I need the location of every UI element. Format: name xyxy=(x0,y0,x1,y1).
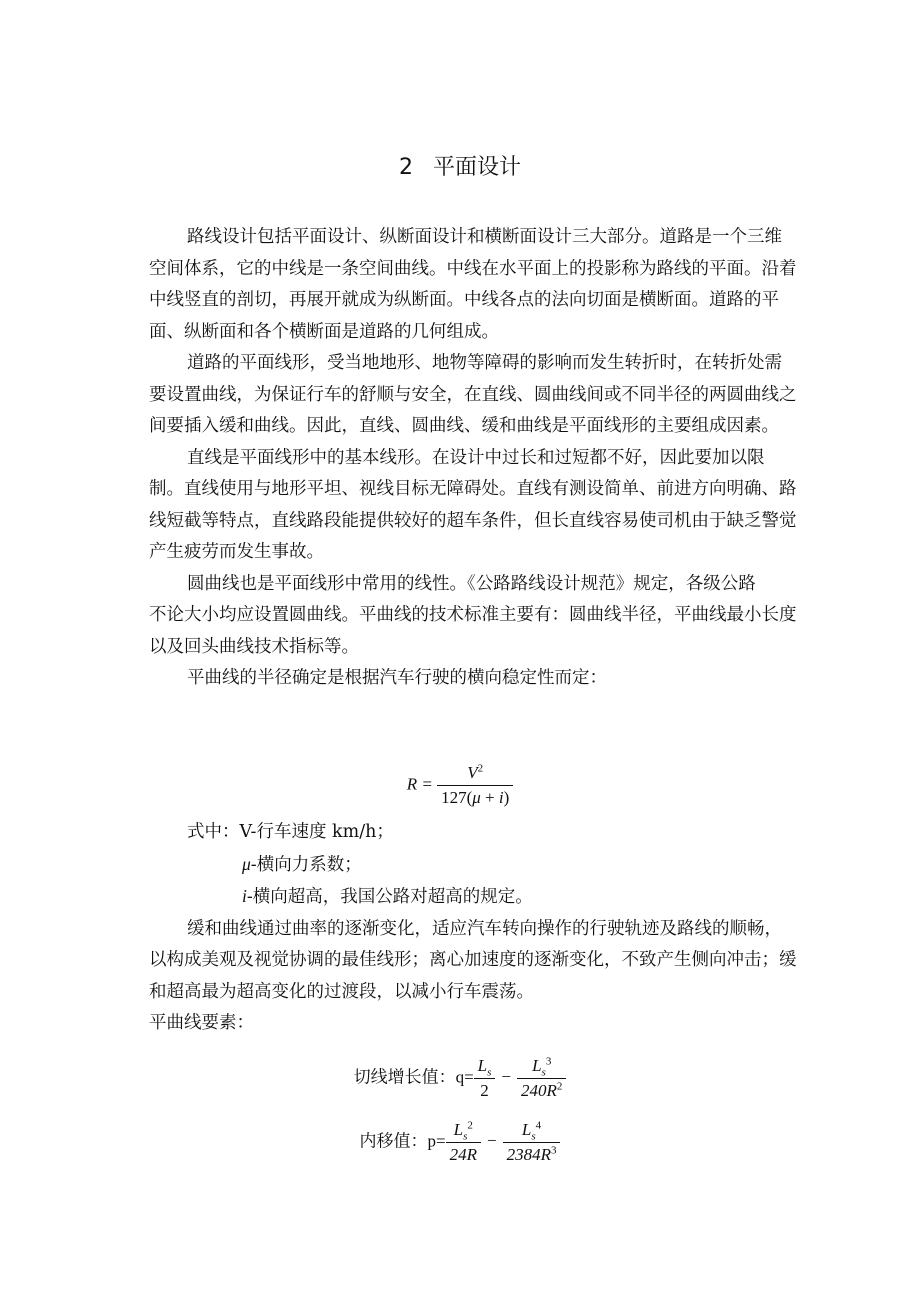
formula-tangent-label: 切线增长值： xyxy=(353,1067,456,1088)
formula-tangent-increment xyxy=(0,1056,920,1101)
exponent: 2 xyxy=(467,1119,473,1132)
symbol-l: L xyxy=(521,1120,532,1139)
denominator: 24R xyxy=(449,1145,477,1164)
symbol-i: i xyxy=(242,886,247,906)
fraction-ls4-over-2384r3 xyxy=(503,1120,561,1165)
body-text-definitions xyxy=(149,817,799,1040)
subscript-s: s xyxy=(531,1130,536,1143)
paragraph-transition-curve: 缓和曲线通过曲率的逐渐变化，适应汽车转向操作的行驶轨迹及路线的顺畅，以构成美观及视觉协调的最佳线形；离心加速度的逐渐变化，不致产生侧向冲击；缓和超高最为超高变化的过渡段，以减小行车震荡。 xyxy=(149,918,797,1002)
paragraph-straight-line: 直线是平面线形中的基本线形。在设计中过长和过短都不好，因此要加以限制。直线使用与地形平坦、视线目标无障碍处。直线有测设简单、前进方向明确、路线短截等特点，直线路段能提供较好的超车条件，但长直线容易使司机由于缺乏警觉产生疲劳而发生事故。 xyxy=(149,447,797,562)
exponent: 3 xyxy=(550,1144,557,1157)
formula-radius-denominator xyxy=(437,786,513,808)
exponent: 4 xyxy=(535,1119,542,1132)
subscript-s: s xyxy=(487,1066,492,1079)
minus-sign: − xyxy=(487,1131,497,1151)
paragraph-curve-elements: 平曲线要素： xyxy=(149,1013,254,1033)
symbol-l: L xyxy=(532,1056,542,1075)
section-number: 2 xyxy=(398,155,413,180)
symbol-l: L xyxy=(477,1056,488,1075)
paragraph-circular-curve-b: 不论大小均应设置圆曲线。平曲线的技术标准主要有：圆曲线半径，平曲线最小长度以及回头曲线技术指标等。 xyxy=(149,605,797,657)
definition-v: 式中：V-行车速度 km/h； xyxy=(187,822,394,842)
subscript-s: s xyxy=(541,1066,546,1079)
paragraph-plane-alignment: 道路的平面线形，受当地地形、地物等障碍的影响而发生转折时，在转折处需要设置曲线，为保证行车的舒顺与安全，在直线、圆曲线间或不同半径的两圆曲线之间要插入缓和曲线。因此，直线、圆曲线、缓和曲线是平面线形的主要组成因素。 xyxy=(149,353,797,436)
fraction-ls3-over-240r2 xyxy=(517,1056,566,1101)
formula-radius-lhs: R = xyxy=(406,774,433,794)
body-text-upper xyxy=(149,222,799,695)
paragraph-route-design: 路线设计包括平面设计、纵断面设计和横断面设计三大部分。道路是一个三维空间体系，它的中线是一条空间曲线。中线在水平面上的投影称为路线的平面。沿着中线竖直的剖切，再展开就成为纵断面。中线各点的法向切面是横断面。道路的平面、纵断面和各个横断面是道路的几何组成。 xyxy=(149,227,797,342)
definition-mu-text: -横向力系数； xyxy=(250,854,362,875)
formula-tangent-lhs: q= xyxy=(455,1067,474,1087)
symbol-v: V xyxy=(467,763,478,782)
paragraph-circular-curve-a: 圆曲线也是平面线形中常用的线性。《公路路线设计规范》规定，各级公路 xyxy=(187,573,756,594)
exponent: 3 xyxy=(545,1055,552,1068)
formula-radius-numerator xyxy=(437,763,513,786)
symbol-l: L xyxy=(453,1120,464,1139)
formula-radius-fraction xyxy=(437,763,513,808)
paragraph-radius-intro: 平曲线的半径确定是根据汽车行驶的横向稳定性而定： xyxy=(187,668,607,688)
section-title: 平面设计 xyxy=(432,155,521,180)
definition-i-text: -横向超高，我国公路对超高的规定。 xyxy=(246,887,533,907)
den-part-a: 127( xyxy=(441,788,473,807)
fraction-ls-over-2 xyxy=(474,1056,496,1101)
symbol-mu: μ xyxy=(242,853,251,874)
minus-sign: − xyxy=(501,1067,512,1087)
denominator: 2384R xyxy=(506,1145,551,1164)
exponent: 2 xyxy=(477,762,484,775)
denominator: 240R xyxy=(521,1081,557,1100)
den-plus: + xyxy=(480,788,499,807)
exponent: 2 xyxy=(556,1080,563,1093)
symbol-i: i xyxy=(498,788,504,807)
definition-i xyxy=(149,881,799,914)
formula-shift-label: 内移值： xyxy=(359,1131,428,1152)
symbol-mu: μ xyxy=(472,788,481,807)
section-heading xyxy=(0,150,920,181)
formula-shift-value xyxy=(0,1120,920,1165)
den-part-b: ) xyxy=(503,788,510,807)
subscript-s: s xyxy=(463,1130,468,1143)
fraction-ls2-over-24r xyxy=(446,1120,481,1165)
definition-mu xyxy=(149,849,799,882)
formula-shift-lhs: p= xyxy=(427,1131,446,1151)
denominator: 2 xyxy=(480,1081,489,1100)
formula-radius xyxy=(0,763,920,808)
